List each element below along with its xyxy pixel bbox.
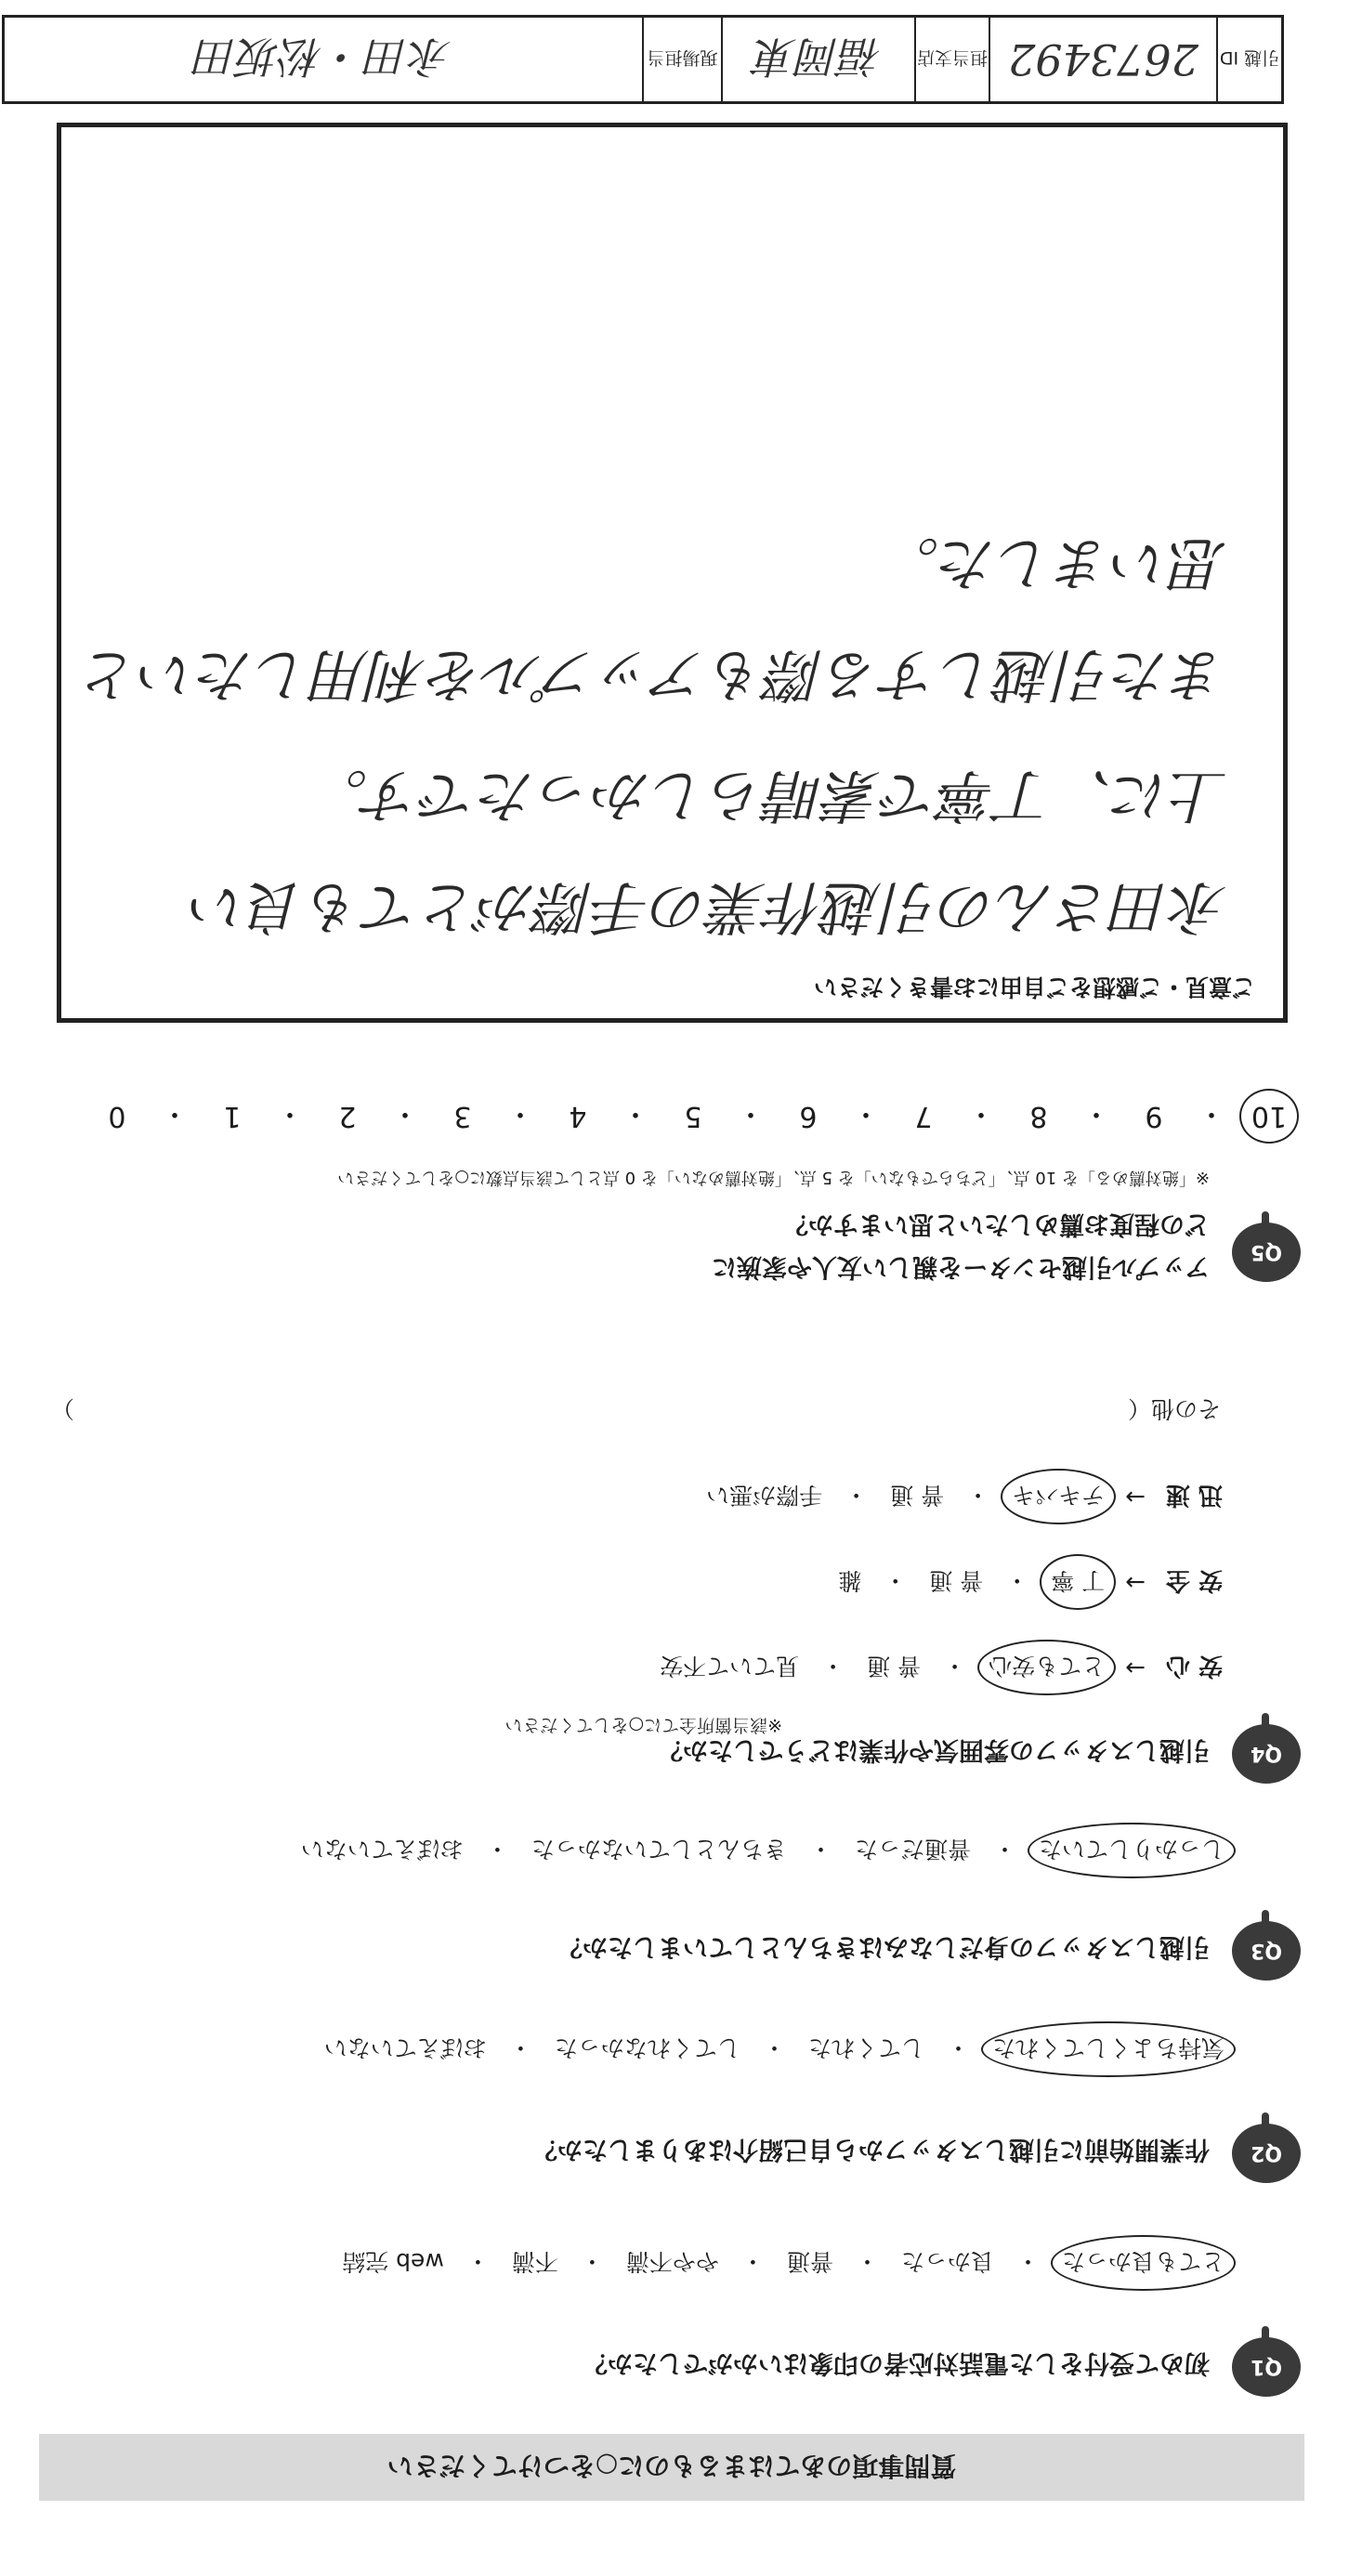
q1-option-good[interactable]: 良かった [900,2248,994,2275]
arrow-icon: → [1125,1654,1146,1682]
q1-option-web[interactable]: web 完結 [342,2248,444,2275]
q5-scale-0[interactable]: 0 [108,1100,126,1133]
leader-value: 永田・松坂田 [195,32,452,82]
move-id-label: 引越 ID [1216,18,1281,101]
q2-options: 気持ちよくしてくれた ・ してくれた ・ してくれなかった ・ おぼえていない [324,2033,1225,2066]
branch-label: 担当支店 [914,18,989,101]
comment-line-3: また引越しする際もアップルを利用したいと [81,641,1227,709]
arrow-icon: → [1125,1568,1146,1597]
q5-scale-8[interactable]: 8 [1029,1100,1048,1133]
q4-row-relief: 安 心 → とても安心 ・ 普 通 ・ 見ていて不安 [660,1651,1223,1685]
q1-option-somewhat-dissatisfied[interactable]: やや不満 [625,2248,719,2275]
q5-question-line1: アップル引越センターを親しい友人や家族に [712,1252,1210,1281]
q1-options: とても良かった ・ 良かった ・ 普通 ・ やや不満 ・ 不満 ・ web 完結 [342,2246,1225,2280]
q4-category-safety: 安 全 [1165,1566,1223,1594]
q5-scale-3[interactable]: 3 [453,1100,472,1133]
q4-row-safety: 安 全 → 丁 寧 ・ 普 通 ・ 雑 [838,1565,1223,1600]
q4-relief-option-normal[interactable]: 普 通 [867,1653,922,1680]
q3-option-dont-remember[interactable]: おぼえていない [300,1836,464,1863]
q4-row-speed: 迅 速 → テキパキ ・ 普 通 ・ 手際が悪い [706,1480,1223,1514]
q3-badge-stem [1262,1910,1269,1923]
q5-scale: 10 ・ 9 ・ 8 ・ 7 ・ 6 ・ 5 ・ 4 ・ 3 ・ 2 ・ 1 ・ 0 [98,1096,1288,1137]
q2-badge: Q2 [1232,2124,1301,2183]
comments-title: ご意見・ご感想をご自由にお書きください [813,974,1255,1000]
q5-badge-stem [1262,1211,1269,1224]
comment-line-2: 上に、丁寧で素晴らしかったです。 [309,762,1227,830]
q2-option-did-not[interactable]: してくれなかった [554,2034,740,2061]
q5-question-line2: どの程度お薦めしたいと思いますか？ [783,1210,1210,1238]
q3-option-normal[interactable]: 普通だった [854,1836,971,1863]
q4-note: ※該当箇所全てに○をしてください [504,1715,782,1735]
move-id-value: 2673492 [989,18,1216,101]
q4-relief-option-very[interactable]: とても安心 [989,1652,1105,1685]
q3-option-not-neat[interactable]: きちんとしていなかった [530,1836,787,1863]
q2-question: 作業開始前に引越しスタッフから自己紹介はありましたか？ [532,2135,1210,2164]
q4-speed-option-brisk[interactable]: テキパキ [1012,1481,1105,1514]
q4-badge-stem [1262,1713,1269,1726]
q1-question: 初めて受付をした電話対応者の印象はいかがでしたか？ [583,2348,1210,2377]
header-table [2,15,1284,104]
q5-scale-9[interactable]: 9 [1145,1100,1163,1133]
leader-label: 現場担当 [642,18,721,101]
q4-safety-option-normal[interactable]: 普 通 [929,1567,984,1595]
q4-other-close: ） [50,1395,74,1422]
q4-badge: Q4 [1232,1724,1301,1784]
q4-other [1128,1393,1221,1427]
q1-option-dissatisfied[interactable]: 不満 [511,2248,558,2275]
q4-other-label: その他（ [1127,1395,1221,1422]
comments-box [57,123,1288,1023]
comment-line-4: 思いました。 [881,530,1227,597]
q4-category-speed: 迅 速 [1165,1481,1223,1509]
instruction-banner: 質問事項のあてはまるものに○をつけてください [39,2434,1304,2501]
q5-scale-7[interactable]: 7 [914,1100,933,1133]
q5-scale-6[interactable]: 6 [799,1100,818,1133]
comment-line-1: 永田さんの引越作業の手際がとても良い [190,873,1227,941]
q4-safety-option-rough[interactable]: 雑 [838,1567,862,1595]
q2-option-did[interactable]: してくれた [807,2034,924,2061]
q4-safety-option-careful[interactable]: 丁 寧 [1051,1566,1105,1600]
q5-scale-1[interactable]: 1 [223,1100,242,1133]
q5-note: ※「絶対薦める」を 10 点、「どちらでもない」を 5 点、「絶対薦めない」を 0 点として該当点数に○をしてください [337,1168,1210,1187]
q1-badge-stem [1262,2326,1269,2339]
q1-option-very-good[interactable]: とても良かった [1062,2246,1225,2280]
q3-options: しっかりしていた ・ 普通だった ・ きちんとしていなかった ・ おぼえていない [301,1834,1225,1867]
q4-speed-option-clumsy[interactable]: 手際が悪い [706,1482,823,1510]
q1-badge: Q1 [1232,2337,1301,2397]
q5-scale-2[interactable]: 2 [338,1100,357,1133]
q4-speed-option-normal[interactable]: 普 通 [890,1482,945,1510]
q2-badge-stem [1262,2112,1269,2125]
q5-scale-5[interactable]: 5 [684,1100,702,1133]
q5-badge: Q5 [1232,1223,1301,1282]
arrow-icon: → [1125,1483,1146,1511]
q2-option-dont-remember[interactable]: おぼえていない [323,2034,487,2061]
q2-option-pleasantly[interactable]: 気持ちよくしてくれた [992,2033,1225,2066]
q3-question: 引越しスタッフの身だしなみはきちんとしていましたか？ [557,1932,1210,1961]
branch-value: 福岡東 [721,18,914,101]
q5-scale-4[interactable]: 4 [569,1100,587,1133]
q3-badge: Q3 [1232,1921,1301,1981]
q1-option-normal[interactable]: 普通 [786,2248,833,2275]
q4-question: 引越しスタッフの雰囲気や作業はどうでしたか？ [658,1735,1210,1764]
q3-option-neat[interactable]: しっかりしていた [1039,1834,1225,1867]
q4-relief-option-anxious[interactable]: 見ていて不安 [660,1653,800,1680]
q5-scale-10[interactable]: 10 [1251,1100,1288,1133]
q4-category-relief: 安 心 [1165,1652,1223,1680]
